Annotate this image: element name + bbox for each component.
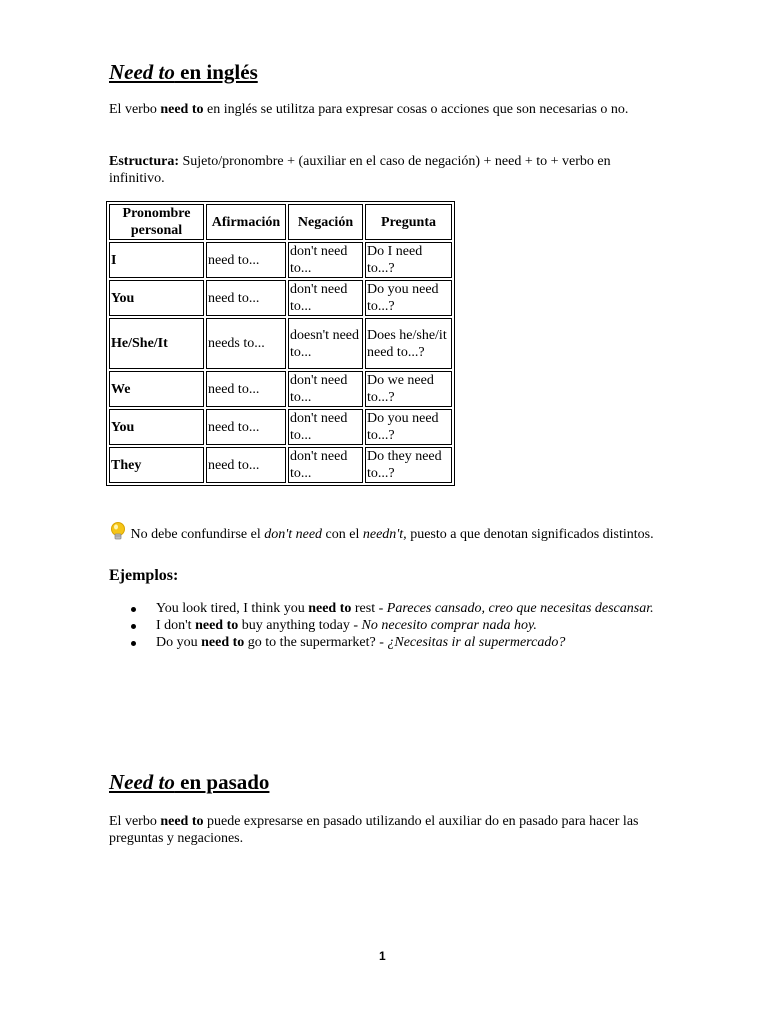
- question-cell: Does he/she/it need to...?: [365, 318, 452, 369]
- negative-cell: don't need to...: [288, 280, 363, 316]
- bullet-icon: [131, 607, 136, 612]
- affirmative-cell: need to...: [206, 409, 286, 445]
- question-cell: Do you need to...?: [365, 280, 452, 316]
- list-item: I don't need to buy anything today - No necesito comprar nada hoy.: [109, 617, 669, 634]
- section-title-past: Need to en pasado: [109, 770, 270, 794]
- lightbulb-icon: [109, 521, 127, 541]
- table-row: [109, 371, 452, 407]
- affirmative-cell: need to...: [206, 371, 286, 407]
- question-cell: Do they need to...?: [365, 447, 452, 483]
- pronoun-cell: He/She/It: [109, 318, 204, 369]
- bullet-icon: [131, 624, 136, 629]
- column-header: Pregunta: [365, 204, 452, 240]
- affirmative-cell: need to...: [206, 242, 286, 278]
- structure-paragraph: Estructura: Sujeto/pronombre + (auxiliar en el caso de negación) + need + to + verbo en infinitivo.: [109, 154, 611, 186]
- section-title-present: Need to en inglés: [109, 60, 258, 84]
- pronoun-cell: You: [109, 409, 204, 445]
- table-row: [109, 318, 452, 369]
- pronoun-cell: They: [109, 447, 204, 483]
- examples-list: [109, 600, 669, 651]
- column-header: Pronombre personal: [109, 204, 204, 240]
- table-header-row: [109, 204, 452, 240]
- affirmative-cell: need to...: [206, 447, 286, 483]
- conjugation-table: [106, 201, 455, 486]
- negative-cell: don't need to...: [288, 447, 363, 483]
- negative-cell: don't need to...: [288, 409, 363, 445]
- pronoun-cell: We: [109, 371, 204, 407]
- affirmative-cell: need to...: [206, 280, 286, 316]
- affirmative-cell: needs to...: [206, 318, 286, 369]
- list-item: You look tired, I think you need to rest - Pareces cansado, creo que necesitas descansar.: [109, 600, 669, 617]
- question-cell: Do you need to...?: [365, 409, 452, 445]
- pronoun-cell: You: [109, 280, 204, 316]
- column-header: Afirmación: [206, 204, 286, 240]
- table-row: [109, 447, 452, 483]
- negative-cell: doesn't need to...: [288, 318, 363, 369]
- past-intro-paragraph: El verbo need to puede expresarse en pasado utilizando el auxiliar do en pasado para hacer las preguntas y negaciones.: [109, 814, 639, 846]
- bullet-icon: [131, 641, 136, 646]
- table-row: [109, 242, 452, 278]
- table-row: [109, 409, 452, 445]
- list-item: Do you need to go to the supermarket? - ¿Necesitas ir al supermercado?: [109, 634, 669, 651]
- negative-cell: don't need to...: [288, 242, 363, 278]
- question-cell: Do I need to...?: [365, 242, 452, 278]
- negative-cell: don't need to...: [288, 371, 363, 407]
- pronoun-cell: I: [109, 242, 204, 278]
- column-header: Negación: [288, 204, 363, 240]
- table-row: [109, 280, 452, 316]
- intro-paragraph: El verbo need to en inglés se utilitza para expresar cosas o acciones que son necesarias o no.: [109, 102, 629, 117]
- page-number: 1: [379, 949, 386, 963]
- question-cell: Do we need to...?: [365, 371, 452, 407]
- note-paragraph: No debe confundirse el don't need con el needn't, puesto a que denotan significados distintos.: [109, 521, 669, 543]
- examples-heading: Ejemplos:: [109, 567, 179, 584]
